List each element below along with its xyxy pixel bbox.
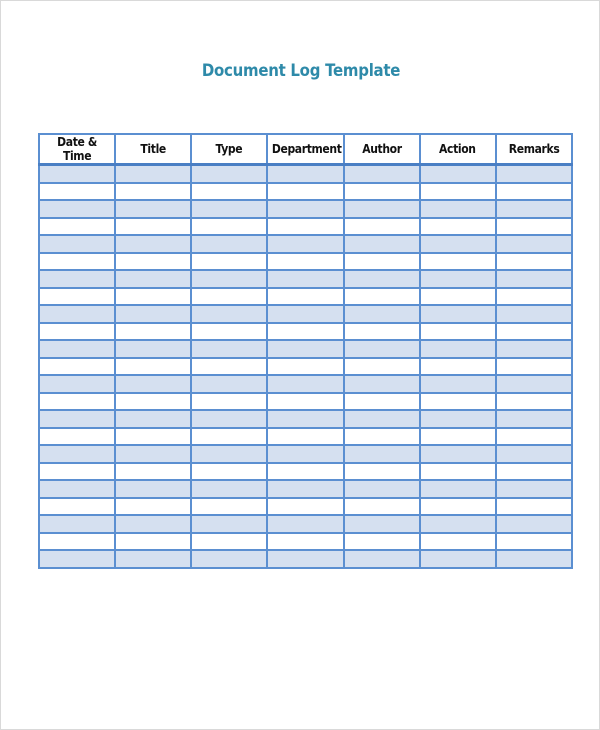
cell-author[interactable] [344, 428, 420, 446]
cell-title[interactable] [115, 200, 191, 218]
cell-action[interactable] [420, 550, 496, 568]
cell-remarks[interactable] [496, 428, 572, 446]
cell-action[interactable] [420, 428, 496, 446]
cell-date-time[interactable] [39, 200, 115, 218]
cell-title[interactable] [115, 480, 191, 498]
cell-title[interactable] [115, 288, 191, 306]
cell-action[interactable] [420, 253, 496, 271]
cell-remarks[interactable] [496, 463, 572, 481]
cell-department[interactable] [267, 533, 343, 551]
cell-department[interactable] [267, 480, 343, 498]
cell-date-time[interactable] [39, 533, 115, 551]
cell-author[interactable] [344, 305, 420, 323]
cell-title[interactable] [115, 270, 191, 288]
cell-title[interactable] [115, 375, 191, 393]
cell-department[interactable] [267, 323, 343, 341]
cell-author[interactable] [344, 480, 420, 498]
cell-type[interactable] [191, 288, 267, 306]
cell-title[interactable] [115, 305, 191, 323]
cell-type[interactable] [191, 533, 267, 551]
table-row [39, 305, 572, 323]
table-row [39, 235, 572, 253]
cell-remarks[interactable] [496, 375, 572, 393]
cell-title[interactable] [115, 445, 191, 463]
table-row [39, 200, 572, 218]
cell-action[interactable] [420, 410, 496, 428]
cell-type[interactable] [191, 253, 267, 271]
cell-remarks[interactable] [496, 218, 572, 236]
table-row [39, 183, 572, 201]
cell-author[interactable] [344, 498, 420, 516]
cell-remarks[interactable] [496, 235, 572, 253]
cell-author[interactable] [344, 550, 420, 568]
cell-date-time[interactable] [39, 270, 115, 288]
cell-department[interactable] [267, 498, 343, 516]
cell-remarks[interactable] [496, 515, 572, 533]
cell-author[interactable] [344, 288, 420, 306]
cell-action[interactable] [420, 270, 496, 288]
cell-department[interactable] [267, 340, 343, 358]
cell-type[interactable] [191, 183, 267, 201]
cell-author[interactable] [344, 183, 420, 201]
cell-type[interactable] [191, 305, 267, 323]
cell-date-time[interactable] [39, 515, 115, 533]
column-header-date-time: Date & Time [39, 134, 115, 165]
cell-author[interactable] [344, 323, 420, 341]
cell-remarks[interactable] [496, 253, 572, 271]
cell-type[interactable] [191, 393, 267, 411]
cell-author[interactable] [344, 200, 420, 218]
cell-type[interactable] [191, 165, 267, 183]
cell-author[interactable] [344, 463, 420, 481]
cell-date-time[interactable] [39, 550, 115, 568]
cell-type[interactable] [191, 235, 267, 253]
cell-remarks[interactable] [496, 480, 572, 498]
cell-date-time[interactable] [39, 358, 115, 376]
cell-department[interactable] [267, 550, 343, 568]
cell-remarks[interactable] [496, 498, 572, 516]
cell-department[interactable] [267, 235, 343, 253]
table-row [39, 410, 572, 428]
cell-remarks[interactable] [496, 165, 572, 183]
table-row [39, 533, 572, 551]
cell-type[interactable] [191, 480, 267, 498]
cell-type[interactable] [191, 323, 267, 341]
table-row [39, 218, 572, 236]
cell-type[interactable] [191, 358, 267, 376]
table-body [39, 165, 572, 568]
cell-department[interactable] [267, 358, 343, 376]
cell-date-time[interactable] [39, 463, 115, 481]
table-row [39, 428, 572, 446]
cell-department[interactable] [267, 445, 343, 463]
column-header-action: Action [420, 134, 496, 165]
cell-title[interactable] [115, 393, 191, 411]
table-row [39, 550, 572, 568]
cell-type[interactable] [191, 218, 267, 236]
cell-department[interactable] [267, 165, 343, 183]
cell-type[interactable] [191, 515, 267, 533]
cell-action[interactable] [420, 358, 496, 376]
table-row [39, 463, 572, 481]
cell-title[interactable] [115, 515, 191, 533]
cell-type[interactable] [191, 428, 267, 446]
table-row [39, 393, 572, 411]
cell-date-time[interactable] [39, 498, 115, 516]
table-header-row [39, 134, 572, 165]
table-row [39, 358, 572, 376]
table-row [39, 515, 572, 533]
table-row [39, 445, 572, 463]
document-log-table [38, 133, 573, 569]
cell-type[interactable] [191, 410, 267, 428]
cell-title[interactable] [115, 253, 191, 271]
cell-action[interactable] [420, 340, 496, 358]
cell-author[interactable] [344, 533, 420, 551]
cell-title[interactable] [115, 550, 191, 568]
cell-department[interactable] [267, 200, 343, 218]
cell-action[interactable] [420, 480, 496, 498]
cell-type[interactable] [191, 445, 267, 463]
cell-remarks[interactable] [496, 445, 572, 463]
cell-action[interactable] [420, 323, 496, 341]
cell-date-time[interactable] [39, 288, 115, 306]
cell-type[interactable] [191, 463, 267, 481]
column-header-author: Author [344, 134, 420, 165]
cell-department[interactable] [267, 410, 343, 428]
cell-type[interactable] [191, 200, 267, 218]
cell-remarks[interactable] [496, 550, 572, 568]
cell-author[interactable] [344, 358, 420, 376]
cell-action[interactable] [420, 288, 496, 306]
cell-action[interactable] [420, 498, 496, 516]
document-title: Document Log Template [201, 61, 401, 81]
cell-title[interactable] [115, 183, 191, 201]
cell-remarks[interactable] [496, 323, 572, 341]
cell-remarks[interactable] [496, 533, 572, 551]
cell-date-time[interactable] [39, 218, 115, 236]
cell-author[interactable] [344, 410, 420, 428]
column-header-remarks: Remarks [496, 134, 572, 165]
cell-department[interactable] [267, 393, 343, 411]
table-row [39, 270, 572, 288]
cell-author[interactable] [344, 375, 420, 393]
column-header-title: Title [115, 134, 191, 165]
table-row [39, 253, 572, 271]
table-row [39, 165, 572, 183]
cell-department[interactable] [267, 218, 343, 236]
table-row [39, 340, 572, 358]
cell-action[interactable] [420, 218, 496, 236]
cell-title[interactable] [115, 410, 191, 428]
cell-date-time[interactable] [39, 410, 115, 428]
cell-department[interactable] [267, 375, 343, 393]
cell-date-time[interactable] [39, 340, 115, 358]
cell-title[interactable] [115, 533, 191, 551]
cell-type[interactable] [191, 375, 267, 393]
cell-date-time[interactable] [39, 305, 115, 323]
cell-remarks[interactable] [496, 305, 572, 323]
cell-author[interactable] [344, 218, 420, 236]
cell-date-time[interactable] [39, 253, 115, 271]
cell-department[interactable] [267, 288, 343, 306]
cell-department[interactable] [267, 305, 343, 323]
cell-action[interactable] [420, 375, 496, 393]
cell-date-time[interactable] [39, 445, 115, 463]
cell-department[interactable] [267, 463, 343, 481]
cell-title[interactable] [115, 218, 191, 236]
cell-date-time[interactable] [39, 393, 115, 411]
cell-remarks[interactable] [496, 200, 572, 218]
cell-action[interactable] [420, 183, 496, 201]
cell-department[interactable] [267, 428, 343, 446]
cell-type[interactable] [191, 498, 267, 516]
cell-title[interactable] [115, 428, 191, 446]
cell-remarks[interactable] [496, 183, 572, 201]
cell-date-time[interactable] [39, 480, 115, 498]
cell-title[interactable] [115, 165, 191, 183]
table-row [39, 375, 572, 393]
cell-title[interactable] [115, 235, 191, 253]
cell-title[interactable] [115, 358, 191, 376]
table-row [39, 498, 572, 516]
cell-type[interactable] [191, 270, 267, 288]
cell-title[interactable] [115, 340, 191, 358]
cell-title[interactable] [115, 463, 191, 481]
cell-action[interactable] [420, 393, 496, 411]
cell-type[interactable] [191, 340, 267, 358]
cell-author[interactable] [344, 393, 420, 411]
cell-remarks[interactable] [496, 270, 572, 288]
cell-department[interactable] [267, 253, 343, 271]
cell-author[interactable] [344, 340, 420, 358]
column-header-type: Type [191, 134, 267, 165]
cell-remarks[interactable] [496, 393, 572, 411]
cell-action[interactable] [420, 515, 496, 533]
table-row [39, 480, 572, 498]
cell-date-time[interactable] [39, 428, 115, 446]
cell-date-time[interactable] [39, 165, 115, 183]
cell-remarks[interactable] [496, 288, 572, 306]
cell-department[interactable] [267, 270, 343, 288]
cell-action[interactable] [420, 445, 496, 463]
cell-date-time[interactable] [39, 323, 115, 341]
cell-author[interactable] [344, 253, 420, 271]
cell-type[interactable] [191, 550, 267, 568]
cell-remarks[interactable] [496, 410, 572, 428]
cell-action[interactable] [420, 305, 496, 323]
cell-title[interactable] [115, 323, 191, 341]
cell-department[interactable] [267, 515, 343, 533]
cell-action[interactable] [420, 165, 496, 183]
cell-action[interactable] [420, 533, 496, 551]
table-row [39, 288, 572, 306]
cell-action[interactable] [420, 200, 496, 218]
table-row [39, 323, 572, 341]
cell-remarks[interactable] [496, 358, 572, 376]
cell-title[interactable] [115, 498, 191, 516]
cell-author[interactable] [344, 165, 420, 183]
cell-author[interactable] [344, 445, 420, 463]
cell-date-time[interactable] [39, 375, 115, 393]
cell-author[interactable] [344, 235, 420, 253]
cell-action[interactable] [420, 463, 496, 481]
cell-action[interactable] [420, 235, 496, 253]
cell-date-time[interactable] [39, 183, 115, 201]
cell-remarks[interactable] [496, 340, 572, 358]
cell-date-time[interactable] [39, 235, 115, 253]
cell-author[interactable] [344, 270, 420, 288]
cell-author[interactable] [344, 515, 420, 533]
column-header-department: Department [267, 134, 343, 165]
cell-department[interactable] [267, 183, 343, 201]
